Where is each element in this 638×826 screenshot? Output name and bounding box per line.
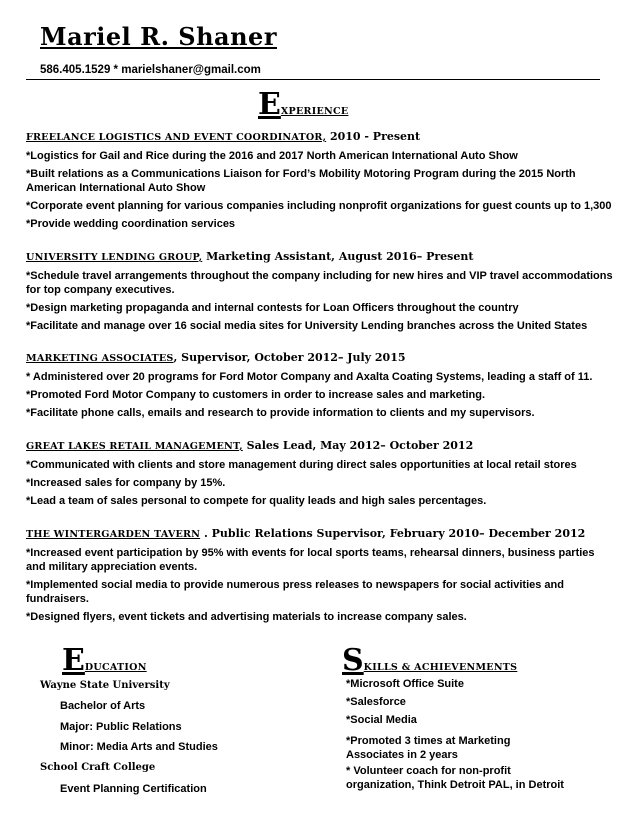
job-bullet: *Corporate event planning for various companies including nonprofit organizations for guest counts up to 1,300 bbox=[26, 200, 612, 212]
education-minor: Minor: Media Arts and Studies bbox=[60, 741, 218, 753]
job-details: Marketing Assistant, August 2016– Present bbox=[202, 250, 474, 263]
education-heading bbox=[62, 643, 147, 678]
job-bullet: *Implemented social media to provide numerous press releases to newspapers for social activities and fundraisers. bbox=[26, 579, 564, 605]
job-company: MARKETING ASSOCIATES bbox=[26, 353, 174, 364]
job-bullet: * Administered over 20 programs for Ford Motor Company and Axalta Coating Systems, leading a staff of 11. bbox=[26, 371, 593, 383]
job-details: . Public Relations Supervisor, February 2010– December 2012 bbox=[200, 527, 586, 540]
experience-heading-initial: E bbox=[258, 87, 281, 122]
job-bullet: *Provide wedding coordination services bbox=[26, 218, 236, 230]
skills-heading-rest: KILLS & ACHIEVENMENTS bbox=[363, 662, 518, 673]
job-bullet: *Facilitate phone calls, emails and research to provide information to clients and my supervisors. bbox=[26, 407, 535, 419]
job-bullet: *Facilitate and manage over 16 social media sites for University Lending branches across the United States bbox=[26, 320, 588, 332]
education-school: School Craft College bbox=[40, 762, 156, 773]
education-degree: Bachelor of Arts bbox=[60, 700, 146, 712]
job-company: UNIVERSITY LENDING GROUP, bbox=[26, 252, 203, 263]
job-bullet: *Built relations as a Communications Liaison for Ford’s Mobility Motoring Program during the 2015 North American International Auto Show bbox=[26, 168, 576, 194]
job-entry-wintergarden bbox=[26, 527, 616, 624]
job-bullet: *Increased event participation by 95% with events for local sports teams, rehearsal dinners, business parties and military appreciation events. bbox=[26, 547, 595, 573]
job-entry-great-lakes bbox=[26, 439, 616, 508]
skills-heading bbox=[342, 643, 518, 678]
job-entry-university-lending bbox=[26, 250, 616, 333]
job-bullet: *Logistics for Gail and Rice during the 2016 and 2017 North American International Auto Show bbox=[26, 150, 518, 162]
education-school: Wayne State University bbox=[40, 680, 170, 691]
job-details: , Supervisor, October 2012– July 2015 bbox=[173, 351, 406, 364]
contact-info: 586.405.1529 * marielshaner@gmail.com bbox=[40, 64, 261, 76]
job-bullet: *Schedule travel arrangements throughout the company including for new hires and VIP travel accommodations for top company executives. bbox=[26, 270, 613, 296]
job-bullet: *Promoted Ford Motor Company to customers in order to increase sales and marketing. bbox=[26, 389, 486, 401]
header-divider bbox=[26, 79, 600, 80]
job-details: Sales Lead, May 2012– October 2012 bbox=[242, 439, 474, 452]
resume-name: Mariel R. Shaner bbox=[40, 22, 277, 51]
job-company: FREELANCE LOGISTICS AND EVENT COORDINATOR, bbox=[26, 132, 327, 143]
job-company: GREAT LAKES RETAIL MANAGEMENT, bbox=[26, 441, 243, 452]
job-bullet: *Designed flyers, event tickets and advertising materials to increase company sales. bbox=[26, 611, 467, 623]
job-company: THE WINTERGARDEN TAVERN bbox=[26, 529, 201, 540]
job-title-line bbox=[26, 351, 616, 366]
job-title-line bbox=[26, 250, 616, 265]
education-heading-initial: E bbox=[62, 643, 85, 678]
job-title-line bbox=[26, 527, 616, 542]
skills-heading-initial: S bbox=[342, 643, 364, 678]
skill-item: * Volunteer coach for non-profit organization, Think Detroit PAL, in Detroit bbox=[346, 765, 564, 791]
education-major: Major: Public Relations bbox=[60, 721, 182, 733]
skill-item: *Salesforce bbox=[346, 696, 406, 708]
job-bullet: *Increased sales for company by 15%. bbox=[26, 477, 226, 489]
skill-item: *Social Media bbox=[346, 714, 417, 726]
job-bullet: *Lead a team of sales personal to compete for quality leads and high sales percentages. bbox=[26, 495, 487, 507]
job-title-line bbox=[26, 439, 616, 454]
job-details: 2010 - Present bbox=[326, 130, 421, 143]
skill-item: *Promoted 3 times at Marketing Associates in 2 years bbox=[346, 735, 511, 761]
education-certification: Event Planning Certification bbox=[60, 783, 207, 795]
experience-heading bbox=[258, 87, 349, 122]
job-title-line bbox=[26, 130, 616, 145]
skill-item: *Microsoft Office Suite bbox=[346, 678, 464, 690]
education-heading-rest: DUCATION bbox=[84, 662, 147, 673]
experience-heading-rest: XPERIENCE bbox=[280, 106, 349, 117]
job-entry-freelance bbox=[26, 130, 616, 231]
job-bullet: *Design marketing propaganda and internal contests for Loan Officers throughout the country bbox=[26, 302, 519, 314]
job-bullet: *Communicated with clients and store management during direct sales opportunities at local retail stores bbox=[26, 459, 577, 471]
job-entry-marketing-associates bbox=[26, 351, 616, 420]
